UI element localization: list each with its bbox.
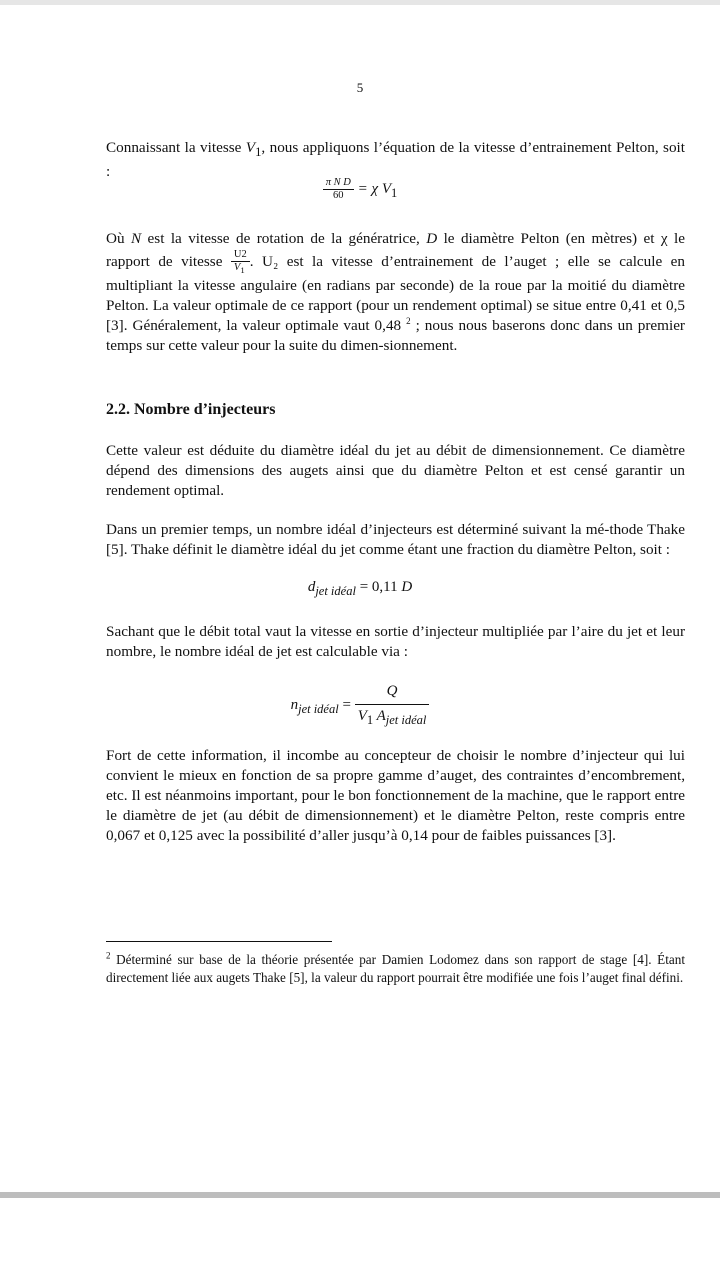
equation-pelton-speed: $\frac{\text{π N D}}{60}$ = χ $V_1$ xyxy=(0,177,720,202)
jet-count-fraction: $\frac{Q}{V_1 A_{jet idéal}}$ xyxy=(355,680,430,731)
section-heading: 2.2. Nombre d’injecteurs xyxy=(106,401,276,418)
paragraph-injector-choice: Fort de cette information, il incombe au concepteur de choisir le nombre d’injecteur qui lui convient le mieux en fonction de sa propre gamme d’auget, des contraintes d’encombrement, etc. Il est néanmoins important, pour le bon fonctionnement de la machine, que le rapport entre le diamètre de jet (au débit de dimensionnement) et le diamètre Pelton, reste compris entre 0,067 et 0,125 avec la possibilité d’aller jusqu’à 0,14 pour de faibles puissances [3]. xyxy=(106,747,685,844)
speed-ratio-fraction: $\frac{U2}{V_1}$ xyxy=(231,249,250,276)
top-edge xyxy=(0,0,720,5)
footnote-reference: 2 xyxy=(406,316,411,327)
paragraph-thake-method: Dans un premier temps, un nombre idéal d’injecteurs est déterminé suivant la mé-thode Thake [5]. Thake définit le diamètre idéal du jet comme étant une fraction du diamètre Pelton, soit : xyxy=(106,521,685,558)
footnote: $^2$ Déterminé sur base de la théorie présentée par Damien Lodomez dans son rapport de stage [4]. Étant directement liée aux augets Thake [5], la valeur du rapport pourrait être modifiée une fois l’auget final défini. xyxy=(106,950,685,985)
footnote-separator xyxy=(106,941,332,942)
equation-fraction: $\frac{\text{π N D}}{60}$ xyxy=(323,177,354,202)
paragraph-ideal-diameter: Cette valeur est déduite du diamètre idéal du jet au débit de dimensionnement. Ce diamètre dépend des dimensions des augets ainsi que du diamètre Pelton et est censé garantir un rendement optimal. xyxy=(106,442,685,499)
next-page-area xyxy=(0,1198,720,1280)
page-number: 5 xyxy=(356,80,364,95)
equation-jet-count: $n_{jet idéal}$ = $\frac{Q}{V_1 A_{jet idéal}}$ xyxy=(0,680,720,731)
paragraph-velocity-intro: Connaissant la vitesse $V_1$, nous appliquons l’équation de la vitesse d’entrainement Pelton, soit : xyxy=(106,139,685,181)
paragraph-speed-ratio: Où N est la vitesse de rotation de la génératrice, D le diamètre Pelton (en mètres) et χ le rapport de vitesse $\frac{U2}{V_1}$ . U₂ est la vitesse d’entrainement de l’auget ; elle se calcule en multipliant la vitesse angulaire (en radians par seconde) de la roue par la moitié du diamètre Pelton. La valeur optimale de ce rapport (pour un rendement optimal) se situe entre 0,41 et 0,5 [3]. Généralement, la valeur optimale vaut 0,48 $^2$ ; nous nous baserons donc dans un premier temps sur cette valeur pour la suite du dimen-sionnement. xyxy=(106,230,686,355)
paragraph-flow-rate: Sachant que le débit total vaut la vitesse en sortie d’injecteur multipliée par l’aire du jet et leur nombre, le nombre idéal de jet est calculable via : xyxy=(106,623,685,660)
equation-jet-diameter: $d_{jet idéal} = 0,11$ D xyxy=(307,579,413,598)
